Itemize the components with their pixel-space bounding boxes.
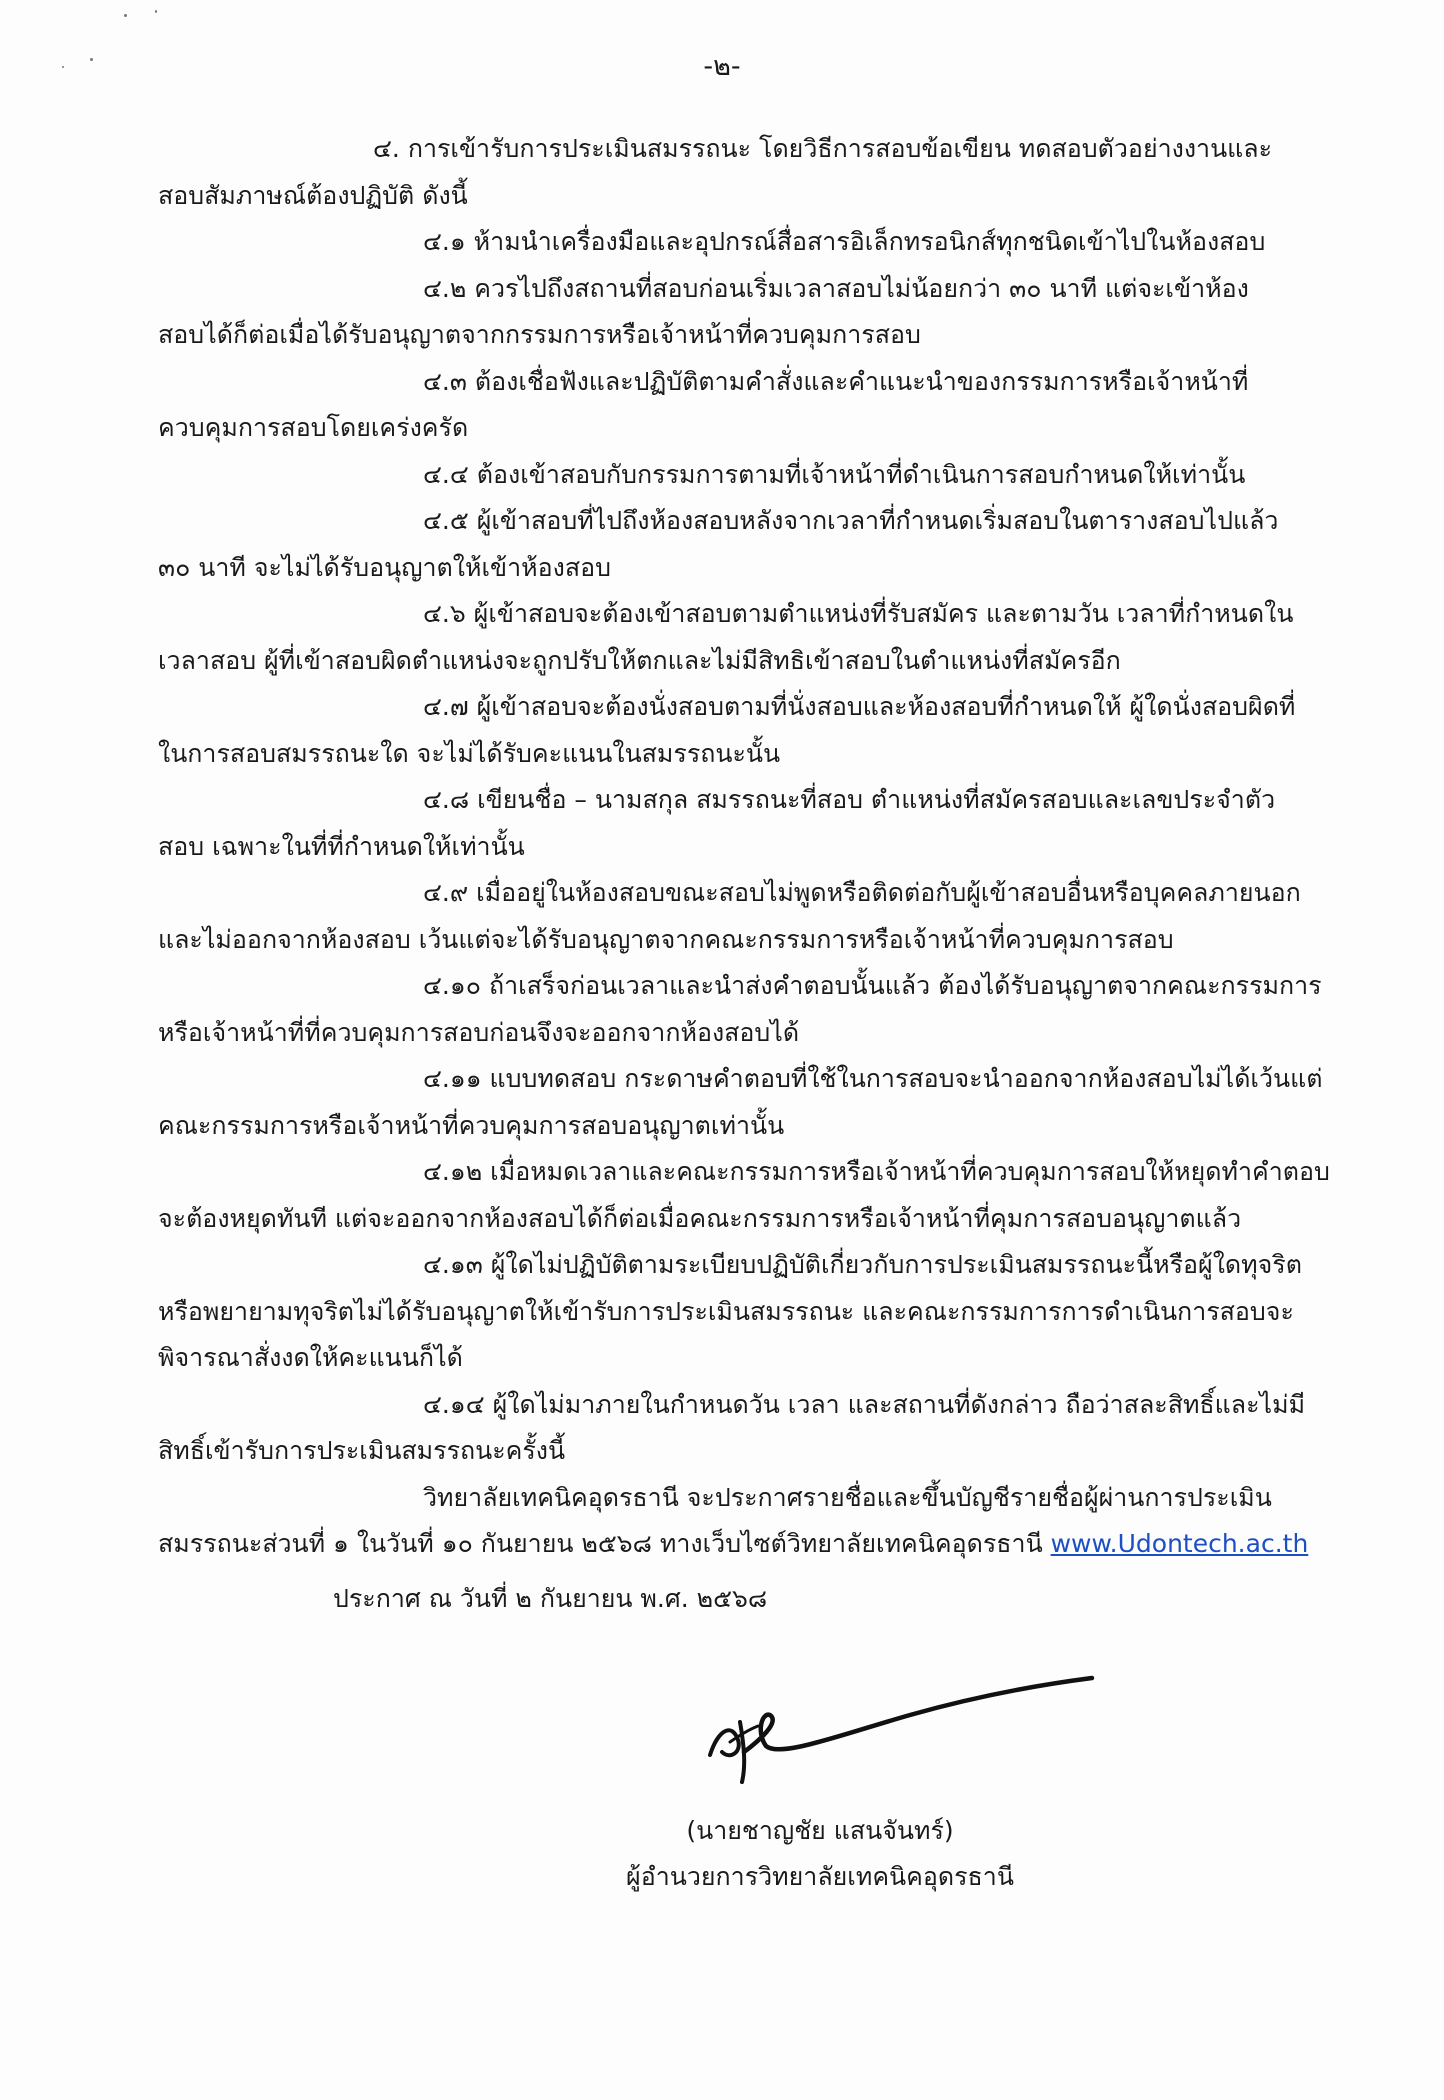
paragraph-continuation-line: ๓๐ นาที จะไม่ได้รับอนุญาตให้เข้าห้องสอบ — [158, 552, 611, 582]
paragraph-first-line: วิทยาลัยเทคนิคอุดรธานี จะประกาศรายชื่อและขึ้นบัญชีรายชื่อผู้ผ่านการประเมิน — [423, 1482, 1272, 1512]
paragraph-first-line: ๔.๒ ควรไปถึงสถานที่สอบก่อนเริ่มเวลาสอบไม่น้อยกว่า ๓๐ นาที แต่จะเข้าห้อง — [423, 273, 1249, 303]
paragraph-continuation-line: สอบสัมภาษณ์ต้องปฏิบัติ ดังนี้ — [158, 180, 468, 210]
paragraph-first-line: ๔.๙ เมื่ออยู่ในห้องสอบขณะสอบไม่พูดหรือติดต่อกับผู้เข้าสอบอื่นหรือบุคคลภายนอก — [423, 878, 1301, 907]
paragraph-continuation-line: และไม่ออกจากห้องสอบ เว้นแต่จะได้รับอนุญาตจากคณะกรรมการหรือเจ้าหน้าที่ควบคุมการสอบ — [158, 924, 1174, 954]
signer-name: (นายชาญชัย แสนจันทร์) — [686, 1816, 954, 1845]
paragraph-first-line: ๔.๔ ต้องเข้าสอบกับกรรมการตามที่เจ้าหน้าที่ดำเนินการสอบกำหนดให้เท่านั้น — [423, 459, 1246, 489]
page-number: -๒- — [703, 51, 741, 82]
paragraph-first-line: ๔.๑๑ แบบทดสอบ กระดาษคำตอบที่ใช้ในการสอบจะนำออกจากห้องสอบไม่ได้เว้นแต่ — [423, 1064, 1323, 1093]
paragraph-first-line: ๔. การเข้ารับการประเมินสมรรถนะ โดยวิธีการสอบข้อเขียน ทดสอบตัวอย่างงานและ — [373, 134, 1273, 163]
announcement-line — [158, 1521, 1318, 1568]
paragraph-continuation-line: ในการสอบสมรรถนะใด จะไม่ได้รับคะแนนในสมรรถนะนั้น — [158, 738, 781, 768]
paragraph-first-line: ๔.๑๔ ผู้ใดไม่มาภายในกำหนดวัน เวลา และสถานที่ดังกล่าว ถือว่าสละสิทธิ์และไม่มี — [423, 1389, 1306, 1419]
paragraph-continuation-line: จะต้องหยุดทันที แต่จะออกจากห้องสอบได้ก็ต่อเมื่อคณะกรรมการหรือเจ้าหน้าที่คุมการสอบอนุญาตแล้ว — [158, 1203, 1242, 1233]
scan-speck — [124, 14, 127, 17]
paragraph-continuation-line: ควบคุมการสอบโดยเคร่งครัด — [158, 413, 469, 442]
signer-title: ผู้อำนวยการวิทยาลัยเทคนิคอุดรธานี — [626, 1862, 1014, 1891]
paragraph-continuation-line: สิทธิ์เข้ารับการประเมินสมรรถนะครั้งนี้ — [158, 1436, 566, 1465]
announcement-text: สมรรถนะส่วนที่ ๑ ในวันที่ ๑๐ กันยายน ๒๕๖๘ ทางเว็บไซต์วิทยาลัยเทคนิคอุดรธานี — [158, 1529, 1051, 1558]
paragraph-first-line: ๔.๖ ผู้เข้าสอบจะต้องเข้าสอบตามตำแหน่งที่รับสมัคร และตามวัน เวลาที่กำหนดใน — [423, 599, 1294, 628]
handwritten-signature — [700, 1660, 1100, 1790]
paragraph-continuation-line: เวลาสอบ ผู้ที่เข้าสอบผิดตำแหน่งจะถูกปรับให้ตกและไม่มีสิทธิเข้าสอบในตำแหน่งที่สมัครอีก — [158, 645, 1121, 675]
scan-speck — [155, 10, 157, 13]
paragraph-first-line: ๔.๑ ห้ามนำเครื่องมือและอุปกรณ์สื่อสารอิเล็กทรอนิกส์ทุกชนิดเข้าไปในห้องสอบ — [423, 227, 1266, 256]
paragraph-continuation-line: หรือพยายามทุจริตไม่ได้รับอนุญาตให้เข้ารับการประเมินสมรรถนะ และคณะกรรมการการดำเนินการสอบจะ — [158, 1296, 1294, 1326]
paragraph-first-line: ๔.๑๒ เมื่อหมดเวลาและคณะกรรมการหรือเจ้าหน้าที่ควบคุมการสอบให้หยุดทำคำตอบ — [423, 1157, 1330, 1186]
paragraph-continuation-line: หรือเจ้าหน้าที่ที่ควบคุมการสอบก่อนจึงจะออกจากห้องสอบได้ — [158, 1017, 800, 1047]
paragraph-first-line: ๔.๗ ผู้เข้าสอบจะต้องนั่งสอบตามที่นั่งสอบและห้องสอบที่กำหนดให้ ผู้ใดนั่งสอบผิดที่ — [423, 692, 1296, 721]
paragraph-first-line: ๔.๓ ต้องเชื่อฟังและปฏิบัติตามคำสั่งและคำแนะนำของกรรมการหรือเจ้าหน้าที่ — [423, 366, 1249, 396]
paragraph-first-line: ๔.๕ ผู้เข้าสอบที่ไปถึงห้องสอบหลังจากเวลาที่กำหนดเริ่มสอบในตารางสอบไปแล้ว — [423, 506, 1279, 535]
announcement-date: ประกาศ ณ วันที่ ๒ กันยายน พ.ศ. ๒๕๖๘ — [333, 1583, 768, 1613]
paragraph-first-line: ๔.๑๐ ถ้าเสร็จก่อนเวลาและนำส่งคำตอบนั้นแล้ว ต้องได้รับอนุญาตจากคณะกรรมการ — [423, 971, 1322, 1000]
website-link[interactable]: www.Udontech.ac.th — [1050, 1529, 1309, 1558]
paragraph-continuation-line: คณะกรรมการหรือเจ้าหน้าที่ควบคุมการสอบอนุญาตเท่านั้น — [158, 1110, 785, 1140]
paragraph-first-line: ๔.๑๓ ผู้ใดไม่ปฏิบัติตามระเบียบปฏิบัติเกี่ยวกับการประเมินสมรรถนะนี้หรือผู้ใดทุจริต — [423, 1250, 1302, 1279]
paragraph-continuation-line: สอบ เฉพาะในที่ที่กำหนดให้เท่านั้น — [158, 831, 525, 861]
paragraph-continuation-line: พิจารณาสั่งงดให้คะแนนก็ได้ — [158, 1343, 463, 1372]
document-body — [158, 126, 1330, 1622]
paragraph-continuation-line: สอบได้ก็ต่อเมื่อได้รับอนุญาตจากกรรมการหรือเจ้าหน้าที่ควบคุมการสอบ — [158, 320, 921, 349]
paragraph-first-line: ๔.๘ เขียนชื่อ – นามสกุล สมรรถนะที่สอบ ตำแหน่งที่สมัครสอบและเลขประจำตัว — [423, 785, 1276, 814]
signer-block — [480, 1808, 1160, 1900]
